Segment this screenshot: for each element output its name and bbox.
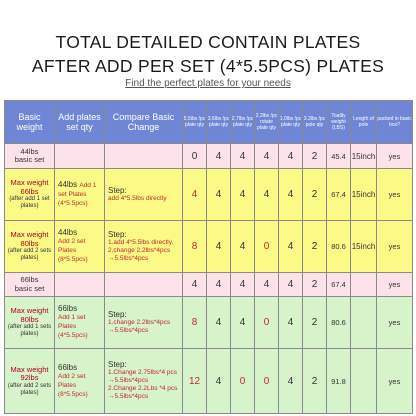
- weight-main: Max weight 92lbs: [10, 364, 49, 382]
- basic-weight-cell: [5, 297, 55, 349]
- pole-length: [351, 349, 377, 414]
- add-plates-cell: [55, 144, 105, 169]
- total-weight: 45.4: [327, 144, 351, 169]
- subtitle: Find the perfect plates for your needs: [125, 78, 291, 89]
- packed-value: yes: [377, 144, 413, 169]
- step-line: →5.5lbs*4pcs: [108, 377, 149, 384]
- qty-2-7: 4: [231, 169, 255, 221]
- header-2-2lbs: 2.2lbs /pc rotate plate qty: [255, 101, 279, 144]
- basic-weight-cell: [5, 221, 55, 273]
- qty-5-5: 8: [183, 221, 207, 273]
- step-line: 1.change 2.2lbs*4pcs: [108, 318, 171, 326]
- qty-2-7: 4: [231, 297, 255, 349]
- weight-sub: basic set: [14, 283, 45, 293]
- title-line-1: TOTAL DETAILED CONTAIN PLATES: [55, 32, 361, 52]
- qty-1-0: 4: [279, 144, 303, 169]
- weight-sub: (after add 2 sets plates): [7, 382, 52, 396]
- packed-value: yes: [377, 297, 413, 349]
- qty-3-6: 4: [207, 297, 231, 349]
- qty-2-2: 0: [255, 297, 279, 349]
- qty-3-3: 2: [303, 273, 327, 297]
- qty-3-3: 2: [303, 144, 327, 169]
- basic-weight-cell: [5, 144, 55, 169]
- step-line: 1.add 4*5.5lbs directly.: [108, 238, 174, 246]
- weight-sub: basic set: [14, 155, 45, 164]
- packed-value: yes: [377, 273, 413, 297]
- step-title: Step:: [108, 185, 127, 195]
- header-add-plates: Add plates set qty: [55, 101, 105, 144]
- header-basic-weight: Basic weight: [5, 101, 55, 144]
- plates-add: Add 1 set Plates: [58, 314, 86, 330]
- table-row: [5, 221, 413, 273]
- step-line: 1.Change 2.75lbs*4 pcs: [108, 369, 178, 376]
- step-line: 2.change 2.2lbs*4pcs: [108, 246, 171, 254]
- weight-main: Max weight 66lbs: [10, 178, 49, 196]
- qty-2-2: 0: [255, 349, 279, 414]
- add-plates-cell: [55, 221, 105, 273]
- qty-5-5: 4: [183, 273, 207, 297]
- header-1-0lbs: 1.0lbs /pc plate qty: [279, 101, 303, 144]
- header-total: Toatlly weight (LBS): [327, 101, 351, 144]
- weight-main: Max weight 80lbs: [10, 306, 49, 324]
- step-line: 2.Change 2.2Lbs *4 pcs: [108, 385, 178, 392]
- compare-cell: [105, 221, 183, 273]
- table-row: [5, 169, 413, 221]
- step-line: add 4*5.5lbs directly: [108, 194, 167, 202]
- header-packed: packed in basic box?: [377, 101, 413, 144]
- qty-1-0: 4: [279, 297, 303, 349]
- qty-2-7: 4: [231, 144, 255, 169]
- qty-3-6: 4: [207, 144, 231, 169]
- weight-sub: (after add 1 set plates): [9, 196, 50, 209]
- total-weight: 91.8: [327, 349, 351, 414]
- total-weight: 67.4: [327, 273, 351, 297]
- qty-3-6: 4: [207, 221, 231, 273]
- qty-1-0: 4: [279, 349, 303, 414]
- plates-count: (8*5.5pcs): [58, 390, 88, 398]
- plates-table: [4, 100, 413, 414]
- qty-2-7: 4: [231, 273, 255, 297]
- plates-main: 66lbs: [58, 304, 78, 313]
- plates-add: Add 2 set Plates: [58, 238, 86, 254]
- qty-2-2: 4: [255, 144, 279, 169]
- plates-add: Add 2 set Plates: [58, 372, 86, 389]
- qty-3-3: 2: [303, 221, 327, 273]
- step-title: Step:: [108, 360, 127, 369]
- qty-2-7: 4: [231, 221, 255, 273]
- table-row: [5, 144, 413, 169]
- qty-3-6: 4: [207, 273, 231, 297]
- weight-sub: (after add 1 sets plates): [7, 324, 52, 337]
- plates-main: 44lbs: [58, 228, 78, 237]
- header-3-6lbs: 3.6lbs /pc plate qty: [207, 101, 231, 144]
- weight-sub: (after add 2 sets plates): [7, 248, 52, 261]
- qty-5-5: 8: [183, 297, 207, 349]
- basic-weight-cell: [5, 273, 55, 297]
- weight-main: 44lbs: [20, 146, 39, 156]
- pole-length: [351, 297, 377, 349]
- pole-length: 15inch: [351, 169, 377, 221]
- compare-cell: [105, 144, 183, 169]
- step-title: Step:: [108, 309, 127, 319]
- header-2-7lbs: 2.7lbs /pc plate qty: [231, 101, 255, 144]
- add-plates-cell: [55, 273, 105, 297]
- compare-cell: [105, 349, 183, 414]
- qty-2-7: 0: [231, 349, 255, 414]
- pole-length: [351, 273, 377, 297]
- plates-add: Add 1 set Plates: [58, 182, 97, 198]
- plates-count: (4*5.5pcs): [58, 332, 88, 339]
- qty-2-2: 4: [255, 169, 279, 221]
- qty-1-0: 4: [279, 169, 303, 221]
- plates-main: 44lbs: [58, 180, 78, 189]
- table-row: [5, 297, 413, 349]
- qty-5-5: 0: [183, 144, 207, 169]
- qty-3-3: 2: [303, 169, 327, 221]
- qty-3-6: 4: [207, 169, 231, 221]
- qty-2-2: 4: [255, 273, 279, 297]
- pole-length: 15inch: [351, 144, 377, 169]
- basic-weight-cell: [5, 349, 55, 414]
- header-5-5lbs: 5.5lbs /pc plate qty: [183, 101, 207, 144]
- table-row: [5, 349, 413, 414]
- add-plates-cell: [55, 297, 105, 349]
- add-plates-cell: [55, 349, 105, 414]
- weight-main: Max weight 80lbs: [10, 230, 49, 248]
- header-row: [5, 101, 413, 144]
- packed-value: yes: [377, 169, 413, 221]
- pole-length: 15inch: [351, 221, 377, 273]
- header-compare: Compare Basic Change: [105, 101, 183, 144]
- qty-2-2: 0: [255, 221, 279, 273]
- qty-3-6: 4: [207, 349, 231, 414]
- title-line-2: AFTER ADD PER SET (4*5.5PCS) PLATES: [31, 56, 385, 76]
- add-plates-cell: [55, 169, 105, 221]
- total-weight: 80.6: [327, 221, 351, 273]
- table-row: [5, 273, 413, 297]
- qty-1-0: 4: [279, 273, 303, 297]
- compare-cell: [105, 297, 183, 349]
- total-weight: 80.6: [327, 297, 351, 349]
- packed-value: yes: [377, 221, 413, 273]
- qty-1-0: 4: [279, 221, 303, 273]
- plates-count: (4*5.5pcs): [58, 200, 88, 207]
- packed-value: yes: [377, 349, 413, 414]
- header-3-3lbs: 3.3lbs /pc pole qty: [303, 101, 327, 144]
- qty-3-3: 2: [303, 349, 327, 414]
- total-weight: 67.4: [327, 169, 351, 221]
- step-title: Step:: [108, 229, 127, 239]
- plates-count: (8*5.5pcs): [58, 256, 88, 263]
- step-line: →5.5lbs*4pcs: [108, 254, 149, 262]
- qty-3-3: 2: [303, 297, 327, 349]
- basic-weight-cell: [5, 169, 55, 221]
- header-length: Length of pole: [351, 101, 377, 144]
- step-line: →5.5lbs*4pcs: [108, 326, 149, 334]
- weight-main: 66lbs: [20, 275, 39, 284]
- step-line: →5.5lbs*4pcs: [108, 393, 149, 400]
- compare-cell: [105, 273, 183, 297]
- compare-cell: [105, 169, 183, 221]
- qty-5-5: 4: [183, 169, 207, 221]
- qty-5-5: 12: [183, 349, 207, 414]
- plates-main: 66lbs: [58, 362, 78, 372]
